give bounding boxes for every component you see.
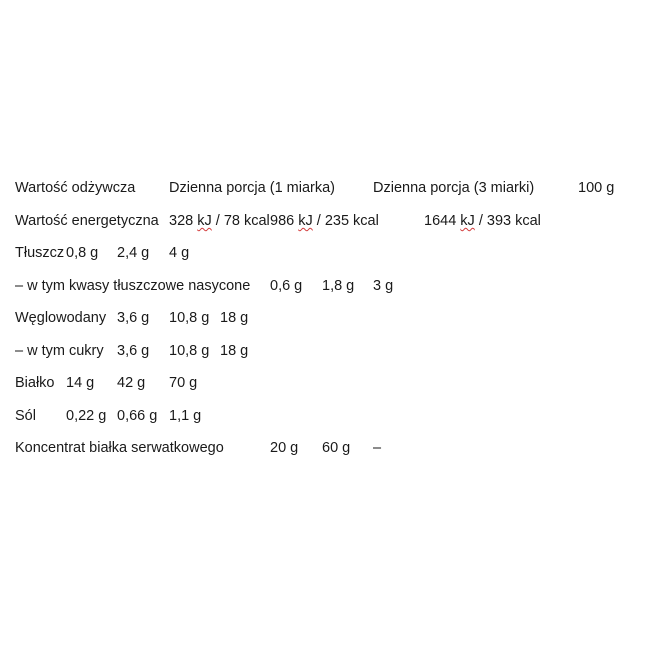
saturated-value-2: 1,8 g (322, 278, 355, 294)
sugars-value-3: 18 g (220, 343, 249, 359)
saturated-label: – w tym kwasy tłuszczowe nasycone (15, 278, 251, 294)
energy-value-3-num: 1644 (424, 213, 461, 229)
fat-label: Tłuszcz (15, 245, 65, 261)
carbs-value-2: 10,8 g (169, 310, 210, 326)
header-nutrition-value: Wartość odżywcza (15, 180, 136, 196)
salt-value-2: 0,66 g (117, 408, 158, 424)
whey-row (0, 438, 650, 458)
header-100g: 100 g (578, 180, 615, 196)
fat-row (0, 243, 650, 263)
salt-label: Sól (15, 408, 36, 424)
whey-value-3: – (373, 440, 382, 456)
energy-value-2 (270, 211, 379, 231)
energy-value-1-unit: kJ (197, 213, 212, 229)
energy-value-1 (169, 211, 270, 231)
fat-value-3: 4 g (169, 245, 190, 261)
whey-value-2: 60 g (322, 440, 351, 456)
carbs-value-3: 18 g (220, 310, 249, 326)
saturated-row (0, 276, 650, 296)
salt-value-3: 1,1 g (169, 408, 202, 424)
protein-row (0, 373, 650, 393)
carbs-row (0, 308, 650, 328)
carbs-label: Węglowodany (15, 310, 107, 326)
energy-label: Wartość energetyczna (15, 213, 159, 229)
energy-value-3 (424, 211, 541, 231)
fat-value-2: 2,4 g (117, 245, 150, 261)
whey-value-1: 20 g (270, 440, 299, 456)
protein-label: Białko (15, 375, 55, 391)
sugars-label: – w tym cukry (15, 343, 104, 359)
energy-value-2-unit: kJ (298, 213, 313, 229)
whey-label: Koncentrat białka serwatkowego (15, 440, 224, 456)
sugars-value-2: 10,8 g (169, 343, 210, 359)
energy-value-3-unit: kJ (460, 213, 475, 229)
saturated-value-3: 3 g (373, 278, 394, 294)
carbs-value-1: 3,6 g (117, 310, 150, 326)
energy-value-2-kcal: / 235 kcal (312, 213, 379, 229)
protein-value-2: 42 g (117, 375, 146, 391)
header-row (0, 178, 650, 198)
salt-row (0, 406, 650, 426)
energy-value-1-kcal: / 78 kcal (211, 213, 270, 229)
sugars-value-1: 3,6 g (117, 343, 150, 359)
energy-value-1-num: 328 (169, 213, 198, 229)
protein-value-3: 70 g (169, 375, 198, 391)
sugars-row (0, 341, 650, 361)
energy-row (0, 211, 650, 231)
header-daily-3-scoops: Dzienna porcja (3 miarki) (373, 180, 535, 196)
salt-value-1: 0,22 g (66, 408, 107, 424)
protein-value-1: 14 g (66, 375, 95, 391)
saturated-value-1: 0,6 g (270, 278, 303, 294)
header-daily-1-scoop: Dzienna porcja (1 miarka) (169, 180, 336, 196)
energy-value-3-kcal: / 393 kcal (474, 213, 541, 229)
fat-value-1: 0,8 g (66, 245, 99, 261)
energy-value-2-num: 986 (270, 213, 299, 229)
